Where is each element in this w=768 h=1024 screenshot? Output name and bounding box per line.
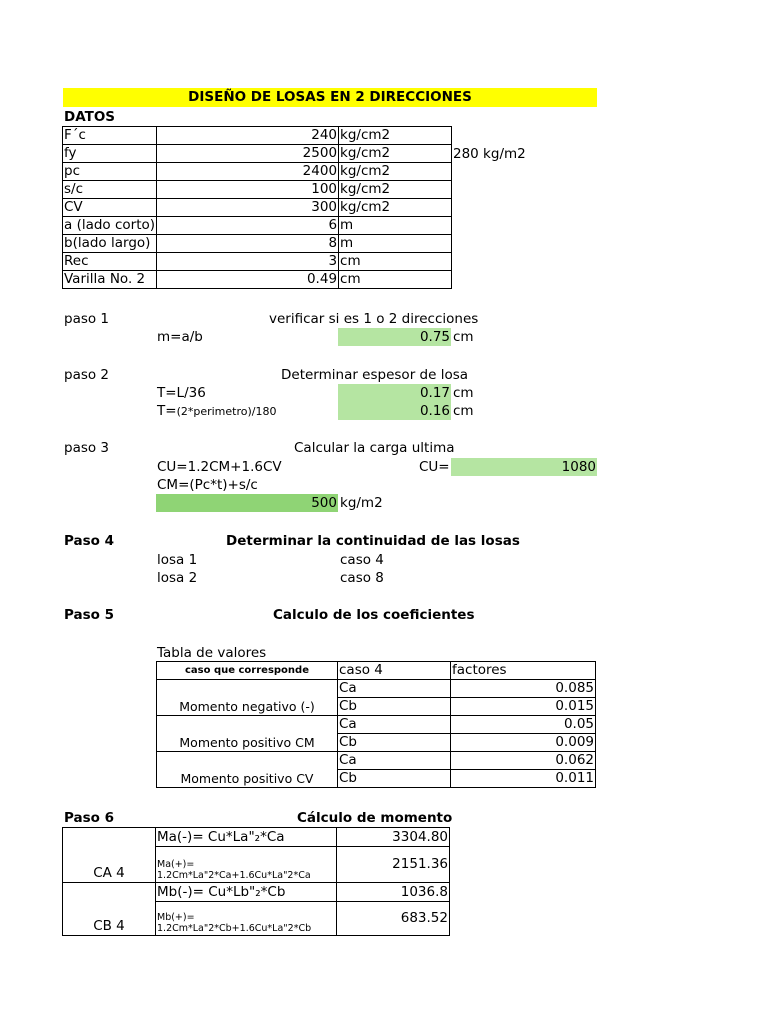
datos-value: 2400 — [157, 163, 339, 181]
coef-c: Cb — [338, 698, 451, 716]
table-row — [63, 145, 452, 163]
paso1-value: 0.75 — [338, 328, 451, 346]
mb-pos-line1: Mb(+)= — [157, 912, 195, 923]
paso1-unit: cm — [453, 329, 474, 345]
ma-neg-formula: Ma(-)= Cu*La"₂*Ca — [156, 828, 337, 847]
mb-neg-formula: Mb(-)= Cu*Lb"₂*Cb — [156, 883, 337, 902]
paso5-label: Paso 5 — [64, 607, 115, 623]
paso2-unit2: cm — [453, 403, 474, 419]
ma-pos-line1: Ma(+)= — [157, 859, 195, 870]
sheet-title: DISEÑO DE LOSAS EN 2 DIRECCIONES — [63, 88, 597, 107]
datos-value: 0.49 — [157, 271, 339, 289]
cu-label: CU= — [419, 459, 450, 475]
paso6-label: Paso 6 — [64, 810, 115, 826]
coef-c: Cb — [338, 734, 451, 752]
table-row — [63, 271, 452, 289]
mb-pos-formula — [156, 902, 337, 936]
coef-c: Ca — [338, 716, 451, 734]
datos-unit: kg/cm2 — [339, 199, 452, 217]
datos-name: fy — [63, 145, 157, 163]
datos-value: 240 — [157, 127, 339, 145]
losa2-label: losa 2 — [157, 570, 198, 586]
paso2-formula1: T=L/36 — [157, 385, 206, 401]
paso5-heading: Calculo de los coeficientes — [273, 607, 475, 623]
coef-c: Ca — [338, 752, 451, 770]
paso3-label: paso 3 — [64, 440, 110, 456]
coef-c: Cb — [338, 770, 451, 788]
datos-name: CV — [63, 199, 157, 217]
mb-pos-value: 683.52 — [337, 902, 450, 936]
table-row — [157, 680, 596, 698]
datos-value: 100 — [157, 181, 339, 199]
group-momento-positivo-cm: Momento positivo CM — [157, 716, 338, 752]
coeficientes-table — [156, 661, 596, 788]
coef-v: 0.062 — [451, 752, 596, 770]
coef-v: 0.011 — [451, 770, 596, 788]
coef-header-caso: caso 4 — [338, 662, 451, 680]
datos-name: b(lado largo) — [63, 235, 157, 253]
coef-header-factores: factores — [451, 662, 596, 680]
datos-unit: m — [339, 217, 452, 235]
momentos-table — [62, 827, 450, 936]
datos-unit: kg/cm2 — [339, 163, 452, 181]
coef-c: Ca — [338, 680, 451, 698]
group-momento-positivo-cv: Momento positivo CV — [157, 752, 338, 788]
mb-neg-value: 1036.8 — [337, 883, 450, 902]
datos-name: F´c — [63, 127, 157, 145]
datos-name: s/c — [63, 181, 157, 199]
coef-v: 0.015 — [451, 698, 596, 716]
datos-name: Varilla No. 2 — [63, 271, 157, 289]
coef-v: 0.05 — [451, 716, 596, 734]
datos-label: DATOS — [64, 109, 116, 125]
datos-value: 300 — [157, 199, 339, 217]
paso2-formula2-a: T= — [157, 403, 177, 419]
datos-value: 3 — [157, 253, 339, 271]
datos-value: 8 — [157, 235, 339, 253]
table-row — [63, 199, 452, 217]
coef-v: 0.085 — [451, 680, 596, 698]
table-title: Tabla de valores — [157, 645, 267, 661]
datos-name: Rec — [63, 253, 157, 271]
coef-v: 0.009 — [451, 734, 596, 752]
paso2-formula2 — [157, 402, 276, 421]
table-row — [157, 716, 596, 734]
datos-unit: kg/cm2 — [339, 127, 452, 145]
datos-unit: kg/cm2 — [339, 181, 452, 199]
paso2-value1: 0.17 — [338, 384, 451, 402]
losa1-label: losa 1 — [157, 552, 198, 568]
datos-table — [62, 126, 452, 289]
side-note: 280 kg/m2 — [453, 146, 526, 162]
datos-unit: cm — [339, 271, 452, 289]
paso2-unit1: cm — [453, 385, 474, 401]
datos-name: pc — [63, 163, 157, 181]
group-momento-negativo: Momento negativo (-) — [157, 680, 338, 716]
datos-unit: cm — [339, 253, 452, 271]
cb-label: CB 4 — [63, 883, 156, 936]
paso3-heading: Calcular la carga ultima — [294, 440, 455, 456]
coef-header-row — [157, 662, 596, 680]
datos-unit: m — [339, 235, 452, 253]
table-row — [63, 181, 452, 199]
cm-unit: kg/m2 — [340, 495, 383, 511]
paso1-heading: verificar si es 1 o 2 direcciones — [269, 311, 479, 327]
coef-header-case: caso que corresponde — [157, 662, 338, 680]
ma-pos-formula — [156, 847, 337, 883]
paso2-formula2-b: (2*perimetro)/180 — [176, 405, 277, 418]
paso1-label: paso 1 — [64, 311, 110, 327]
datos-name: a (lado corto) — [64, 217, 156, 233]
datos-value: 6 — [157, 217, 339, 235]
losa2-caso: caso 8 — [340, 570, 384, 586]
ca-label: CA 4 — [63, 828, 156, 883]
paso1-formula: m=a/b — [157, 329, 203, 345]
datos-value: 2500 — [157, 145, 339, 163]
table-row — [63, 217, 452, 235]
table-row — [63, 883, 450, 902]
paso4-label: Paso 4 — [64, 533, 115, 549]
paso4-heading: Determinar la continuidad de las losas — [226, 533, 520, 549]
table-row — [157, 752, 596, 770]
paso3-formula1: CU=1.2CM+1.6CV — [157, 459, 282, 475]
ma-neg-value: 3304.80 — [337, 828, 450, 847]
table-row — [63, 127, 452, 145]
paso2-heading: Determinar espesor de losa — [281, 367, 469, 383]
cm-value: 500 — [156, 494, 338, 512]
table-row — [63, 253, 452, 271]
paso3-formula2: CM=(Pc*t)+s/c — [157, 477, 258, 493]
losa1-caso: caso 4 — [340, 552, 384, 568]
datos-unit: kg/cm2 — [339, 145, 452, 163]
table-row — [63, 235, 452, 253]
mb-pos-line2: 1.2Cm*La"2*Cb+1.6Cu*La"2*Cb — [157, 923, 312, 934]
paso2-label: paso 2 — [64, 367, 110, 383]
paso2-value2: 0.16 — [338, 402, 451, 420]
paso6-heading: Cálculo de momento — [297, 810, 453, 826]
table-row — [63, 163, 452, 181]
ma-pos-line2: 1.2Cm*La"2*Ca+1.6Cu*La"2*Ca — [157, 870, 311, 881]
ma-pos-value: 2151.36 — [337, 847, 450, 883]
cu-value: 1080 — [451, 458, 597, 476]
table-row — [63, 828, 450, 847]
